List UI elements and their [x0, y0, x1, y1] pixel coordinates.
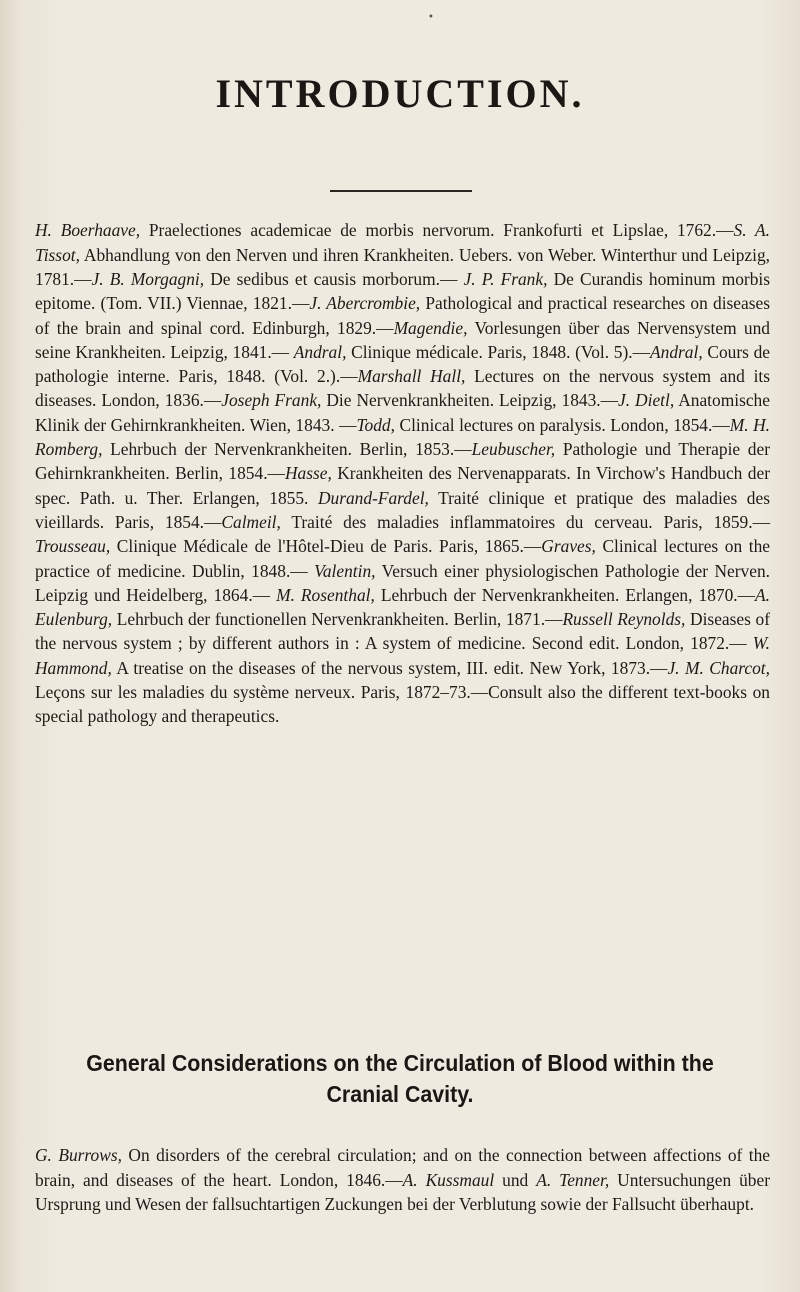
reference-text: Lehrbuch der functionellen Nervenkrankheiten. Berlin, 1871.— [112, 609, 563, 630]
reference-text: Vorlesungen über das Nervensystem und seine Krankheiten. Leipzig, 1841.— [35, 317, 770, 362]
reference-text: Abhandlung von den Nerven und ihren Krankheiten. Uebers. von Weber. Winterthur und Leipzig, 1781.— [35, 244, 770, 289]
reference-author: A. Kussmaul [402, 1169, 495, 1190]
reference-text: De sedibus et causis morborum.— [204, 268, 464, 289]
reference-author: J. P. Frank, [463, 268, 548, 289]
reference-text: Cours de pathologie interne. Paris, 1848. (Vol. 2.).— [35, 341, 771, 387]
reference-text: De Curandis hominum morbis epitome. (Tom. VII.) Viennae, 1821.— [35, 268, 770, 314]
reference-author: Todd, [356, 414, 395, 435]
reference-author: Marshall Hall, [357, 366, 466, 387]
reference-author: Calmeil, [221, 511, 281, 532]
reference-author: Leubuscher, [471, 439, 556, 460]
reference-text: Anatomische Klinik der Gehirnkrankheiten. Wien, 1843. — [35, 390, 770, 435]
reference-text: Lehrbuch der Nervenkrankheiten. Berlin, 1853.— [102, 439, 472, 460]
reference-text: Clinique médicale. Paris, 1848. (Vol. 5).— [346, 341, 651, 362]
reference-author: J. B. Morgagni, [91, 268, 205, 289]
reference-text: Die Nervenkrankheiten. Leipzig, 1843.— [321, 390, 619, 411]
reference-text: Clinical lectures on paralysis. London, 1854.— [394, 414, 730, 435]
reference-author: M. H. Romberg, [35, 414, 770, 460]
reference-author: G. Burrows, [35, 1145, 122, 1166]
reference-author: J. Abercrombie, [309, 293, 421, 314]
reference-text: Lectures on the nervous system and its diseases. London, 1836.— [35, 366, 771, 411]
reference-author: Hasse, [284, 463, 332, 484]
reference-author: Andral, [293, 341, 347, 362]
reference-author: Russell Reynolds, [562, 609, 686, 630]
reference-text: Leçons sur les maladies du système nerveux. Paris, 1872–73.—Consult also the different text-books on special pathology and therapeutics. [35, 682, 770, 727]
reference-author: S. A. Tissot, [35, 220, 770, 265]
reference-text: Versuch einer physiologischen Pathologie der Nerven. Leipzig und Heidelberg, 1864.— [35, 560, 770, 605]
section-heading: General Considerations on the Circulation of Blood within the Cranial Cavity. [86, 1050, 714, 1107]
reference-author: M. Rosenthal, [276, 584, 375, 605]
reference-text: Pathologie und Therapie der Gehirnkrankheiten. Berlin, 1854.— [35, 439, 770, 484]
reference-text: Lehrbuch der Nervenkrankheiten. Erlangen, 1870.— [374, 584, 756, 605]
reference-author: A. Tenner, [536, 1169, 610, 1190]
reference-text: Traité des maladies inflammatoires du cerveau. Paris, 1859.— [280, 511, 770, 532]
reference-text: Pathological and practical researches on diseases of the brain and spinal cord. Edinburgh, 1829.— [35, 293, 771, 338]
reference-author: Durand-Fardel, [317, 487, 429, 508]
reference-text: Clinique Médicale de l'Hôtel-Dieu de Paris. Paris, 1865.— [110, 536, 542, 557]
reference-author: W. Hammond, [35, 633, 770, 678]
reference-text: Clinical lectures on the practice of medicine. Dublin, 1848.— [35, 536, 770, 581]
reference-text: Diseases of the nervous system ; by different authors in : A system of medicine. Second edit. London, 1872.— [35, 609, 770, 654]
reference-text: A treatise on the diseases of the nervous system, III. edit. New York, 1873.— [111, 657, 668, 678]
reference-text: und [494, 1169, 537, 1190]
section-bibliography-paragraph [35, 1143, 770, 1216]
reference-author: Andral, [650, 341, 703, 362]
reference-author: H. Boerhaave, [35, 220, 141, 241]
reference-text: Praelectiones academicae de morbis nervorum. Frankofurti et Lipslae, 1762.— [140, 220, 734, 241]
page-title: INTRODUCTION. [215, 71, 585, 116]
reference-author: Trousseau, [35, 536, 111, 557]
page-mark: • [428, 12, 434, 23]
bibliography-paragraph [35, 218, 770, 728]
reference-author: Joseph Frank, [221, 390, 322, 411]
reference-author: Valentin, [314, 560, 376, 581]
reference-text: Traité clinique et pratique des maladies des vieillards. Paris, 1854.— [35, 487, 770, 532]
reference-text: Krankheiten des Nervenapparats. In Virchow's Handbuch der spec. Path. u. Ther. Erlangen, 1855. [35, 463, 770, 508]
reference-author: A. Eulenburg, [35, 584, 770, 630]
reference-text: Untersuchungen über Ursprung und Wesen der fallsuchtartigen Zuckungen bei der Verblutung sowie der Fallsucht überhaupt. [35, 1169, 770, 1214]
reference-author: J. Dietl, [618, 390, 675, 411]
reference-author: Magendie, [393, 317, 468, 338]
reference-text: On disorders of the cerebral circulation; and on the connection between affections of the brain, and diseases of the heart. London, 1846.— [35, 1145, 770, 1190]
reference-author: Graves, [541, 536, 596, 557]
title-rule [330, 190, 472, 192]
reference-author: J. M. Charcot, [667, 657, 770, 678]
